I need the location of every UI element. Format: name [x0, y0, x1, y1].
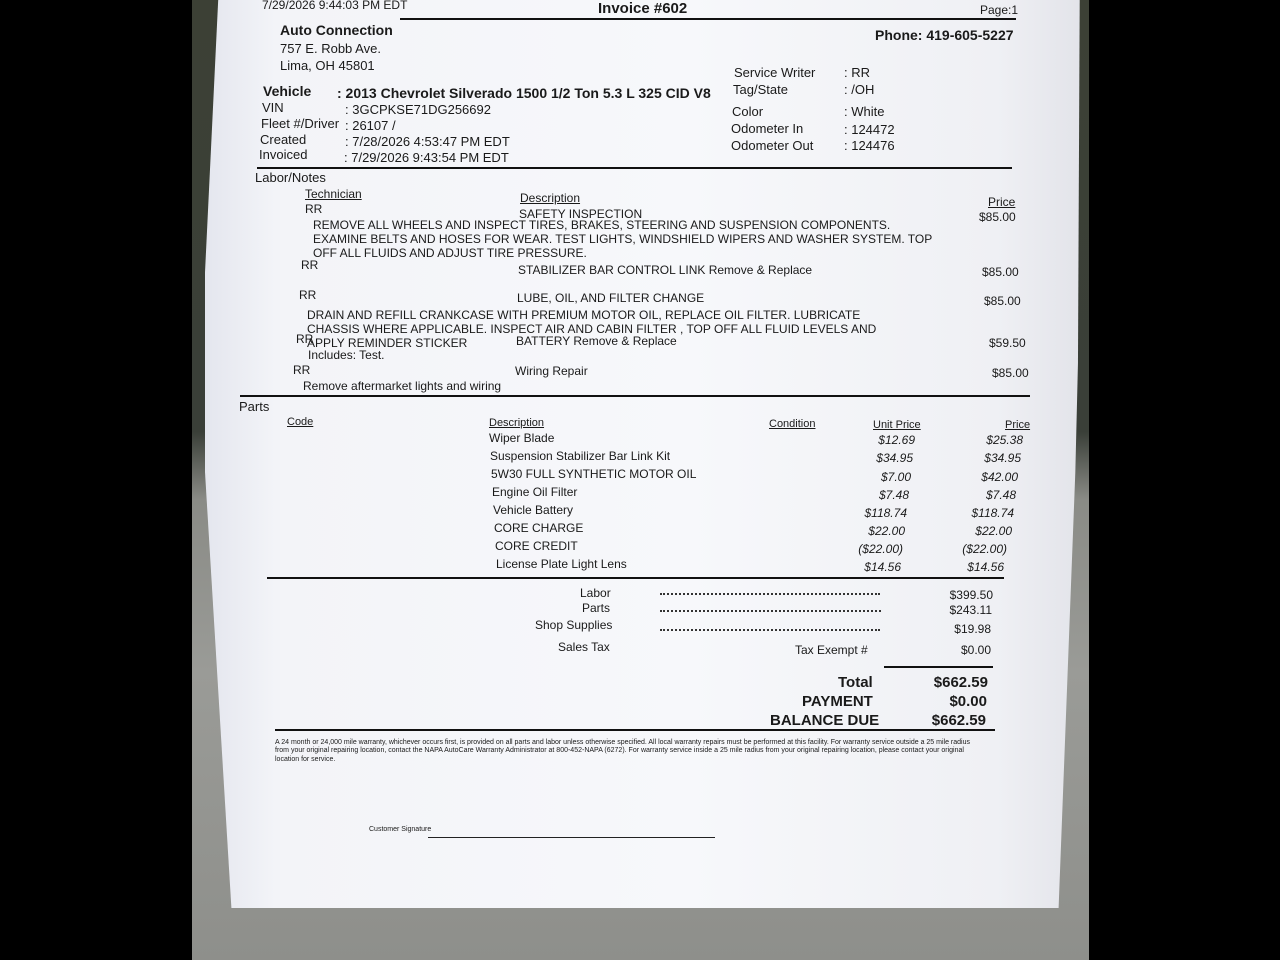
parts-col-code: Code [287, 416, 314, 428]
part-unit-price: ($22.00) [858, 542, 903, 556]
total-value: $662.59 [933, 674, 988, 691]
balance-due-label: BALANCE DUE [770, 712, 880, 729]
odometer-in-label: Odometer In [731, 121, 804, 136]
part-description: CORE CREDIT [495, 539, 578, 553]
part-description: Vehicle Battery [493, 503, 574, 517]
part-price: ($22.00) [962, 542, 1007, 556]
part-unit-price: $34.95 [876, 451, 913, 465]
parts-col-description: Description [489, 417, 545, 429]
color-value: : White [844, 104, 885, 119]
labor-col-technician: Technician [305, 187, 362, 201]
page-number: Page:1 [980, 3, 1019, 17]
invoiced-value: : 7/29/2026 9:43:54 PM EDT [344, 150, 509, 165]
payment-label: PAYMENT [802, 693, 873, 710]
vehicle-value: : 2013 Chevrolet Silverado 1500 1/2 Ton 5.3 L 325 CID V8 [337, 85, 711, 101]
parts-section-title: Parts [239, 399, 270, 414]
labor-description: LUBE, OIL, AND FILTER CHANGE [517, 291, 705, 305]
parts-col-unit-price: Unit Price [873, 419, 921, 431]
total-labor-value: $399.50 [949, 588, 993, 602]
part-unit-price: $118.74 [864, 506, 907, 520]
parts-col-price: Price [1005, 419, 1031, 431]
total-supplies-label: Shop Supplies [535, 618, 613, 632]
tag-state-value: : /OH [844, 82, 875, 97]
labor-rule [240, 395, 1030, 397]
odometer-out-label: Odometer Out [731, 138, 814, 153]
leader-dots [660, 610, 881, 612]
shop-name: Auto Connection [280, 22, 393, 38]
labor-price: $85.00 [979, 210, 1016, 224]
labor-tech: RR [296, 332, 314, 346]
tag-state-label: Tag/State [733, 82, 788, 97]
part-price: $34.95 [984, 451, 1021, 465]
parts-rule [267, 577, 1004, 579]
labor-col-description: Description [520, 191, 581, 205]
color-label: Color [732, 104, 764, 119]
header-rule [400, 18, 1016, 20]
vehicle-label: Vehicle [263, 83, 312, 99]
tax-exempt-label: Tax Exempt # [795, 643, 868, 657]
total-labor-label: Labor [580, 586, 611, 600]
labor-description: Wiring Repair [515, 364, 588, 378]
labor-description: SAFETY INSPECTION [519, 207, 643, 221]
sales-tax-value: $0.00 [960, 643, 991, 657]
sales-tax-label: Sales Tax [558, 640, 610, 654]
parts-col-condition: Condition [769, 418, 816, 430]
labor-price: $85.00 [982, 265, 1019, 279]
leader-dots [660, 593, 880, 595]
vin-label: VIN [262, 100, 284, 115]
labor-note: DRAIN AND REFILL CRANKCASE WITH PREMIUM MOTOR OIL, REPLACE OIL FILTER. LUBRICATE CHASSIS WHERE APPLICABLE. INSPECT AIR AND CABIN FILTER , TOP OFF ALL FLUID LEVELS AND APPLY REMINDER STICKER [307, 308, 877, 350]
odometer-in-value: : 124472 [844, 122, 895, 137]
background-left [0, 0, 192, 960]
invoice-number: Invoice #602 [598, 0, 688, 17]
part-description: License Plate Light Lens [496, 557, 627, 571]
print-timestamp: 7/29/2026 9:44:03 PM EDT [262, 0, 408, 12]
background-right [1088, 0, 1280, 960]
labor-description: STABILIZER BAR CONTROL LINK Remove & Replace [518, 263, 813, 277]
part-description: Wiper Blade [489, 431, 555, 445]
part-price: $14.56 [967, 560, 1004, 574]
total-supplies-value: $19.98 [954, 622, 991, 636]
service-writer-label: Service Writer [734, 65, 816, 80]
total-label: Total [838, 674, 873, 691]
labor-tech: RR [299, 288, 317, 302]
fleet-value: : 26107 / [345, 118, 396, 133]
service-writer-value: : RR [844, 65, 870, 80]
signature-line[interactable] [428, 837, 715, 838]
part-description: Engine Oil Filter [492, 485, 578, 499]
part-price: $7.48 [985, 488, 1016, 502]
part-unit-price: $7.00 [880, 470, 911, 484]
total-parts-value: $243.11 [949, 603, 992, 617]
leader-dots [660, 629, 880, 631]
labor-price: $85.00 [984, 294, 1021, 308]
shop-address-line1: 757 E. Robb Ave. [280, 41, 381, 56]
balance-due-value: $662.59 [931, 712, 986, 729]
part-unit-price: $7.48 [878, 488, 909, 502]
footer-rule [275, 729, 995, 731]
part-price: $22.00 [975, 524, 1012, 538]
part-description: CORE CHARGE [494, 521, 584, 535]
labor-section-title: Labor/Notes [255, 170, 326, 185]
invoiced-label: Invoiced [259, 147, 308, 162]
labor-tech: RR [293, 363, 311, 377]
part-unit-price: $14.56 [864, 560, 901, 574]
part-price: $118.74 [971, 506, 1014, 520]
labor-price: $85.00 [992, 366, 1029, 380]
odometer-out-value: : 124476 [844, 138, 895, 153]
labor-note: Includes: Test. [308, 348, 385, 362]
shop-phone: Phone: 419-605-5227 [875, 27, 1014, 43]
labor-tech: RR [305, 202, 323, 216]
total-parts-label: Parts [582, 601, 611, 615]
part-price: $25.38 [986, 433, 1023, 447]
warranty-text: A 24 month or 24,000 mile warranty, whichever occurs first, is provided on all parts and labor unless otherwise specified. All local warranty repairs must be performed at this facility. For warranty service outside a 25 mile radius from your original repairing location, contact the NAPA AutoCare Warranty Administrator at 800-452-NAPA (6272). For warranty service inside a 25 mile radius from your original repairing location, please contact your original location for service. [275, 739, 970, 763]
part-unit-price: $22.00 [868, 524, 905, 538]
shop-address-line2: Lima, OH 45801 [280, 58, 375, 73]
part-description: Suspension Stabilizer Bar Link Kit [490, 449, 671, 463]
created-value: : 7/28/2026 4:53:47 PM EDT [345, 134, 510, 149]
part-description: 5W30 FULL SYNTHETIC MOTOR OIL [491, 467, 697, 481]
total-rule [884, 666, 993, 668]
labor-description: BATTERY Remove & Replace [516, 334, 677, 348]
labor-note: Remove aftermarket lights and wiring [303, 379, 502, 393]
vin-value: : 3GCPKSE71DG256692 [345, 102, 491, 117]
labor-price: $59.50 [989, 336, 1026, 350]
labor-col-price: Price [988, 195, 1016, 209]
vehicle-rule [257, 167, 1012, 169]
labor-tech: RR [301, 258, 319, 272]
labor-note: REMOVE ALL WHEELS AND INSPECT TIRES, BRAKES, STEERING AND SUSPENSION COMPONENTS. EXAMINE BELTS AND HOSES FOR WEAR. TEST LIGHTS, WINDSHIELD WIPERS AND WASHER SYSTEM. TOP OFF ALL FLUIDS AND ADJUST TIRE PRESSURE. [313, 218, 933, 260]
created-label: Created [260, 132, 307, 147]
signature-label: Customer Signature [369, 826, 432, 833]
part-unit-price: $12.69 [878, 433, 915, 447]
fleet-label: Fleet #/Driver [261, 116, 340, 131]
payment-value: $0.00 [949, 693, 987, 710]
part-price: $42.00 [981, 470, 1018, 484]
